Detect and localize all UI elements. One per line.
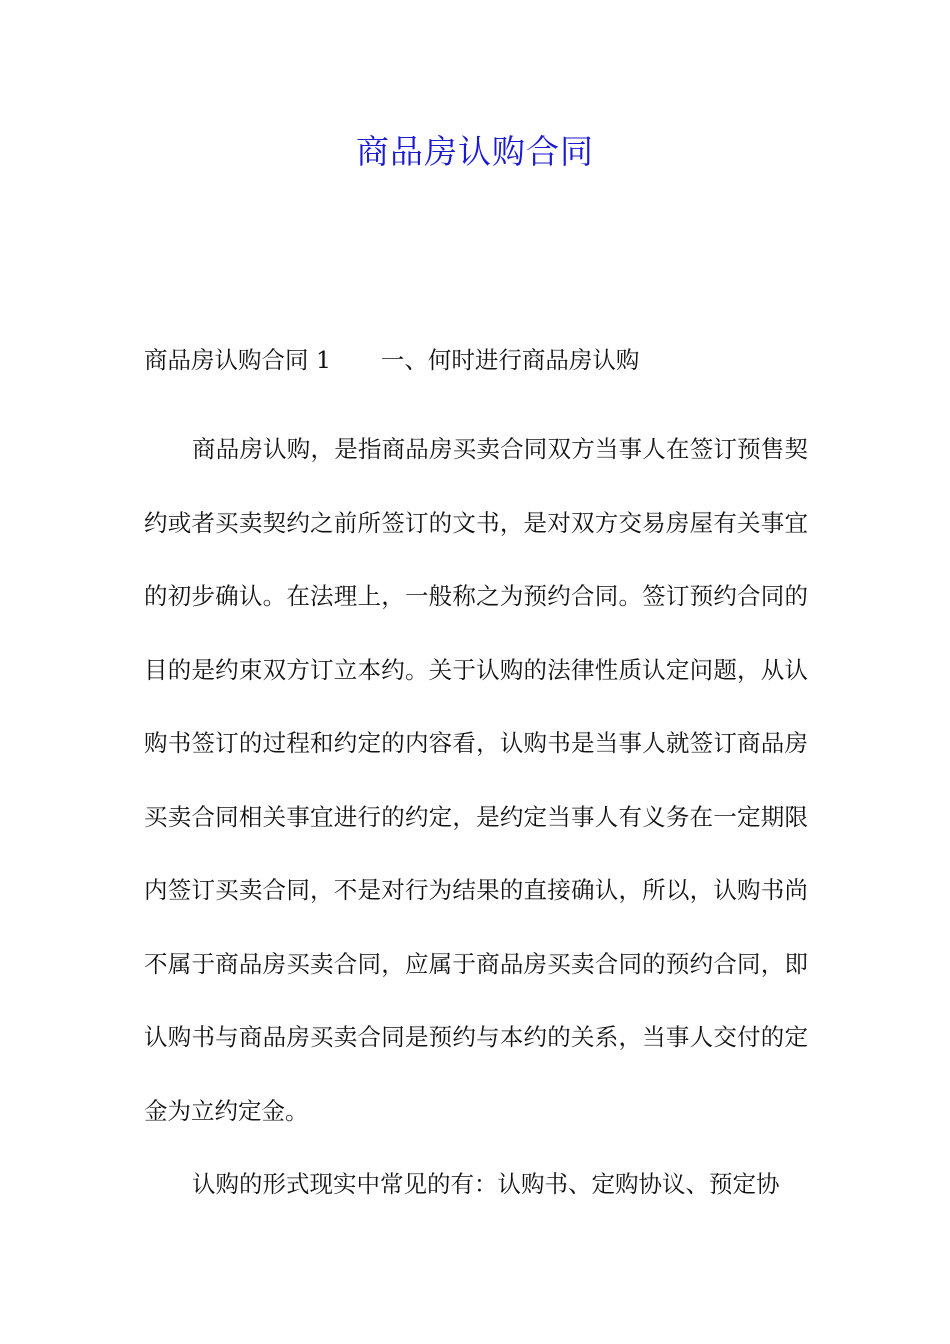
document-title: 商品房认购合同 (356, 132, 594, 171)
paragraph-forms: 认购的形式现实中常见的有：认购书、定购协议、预定协 (192, 1170, 780, 1198)
section-subheading: 一、何时进行商品房认购 (380, 346, 640, 374)
paragraph-definition: 商品房认购，是指商品房买卖合同双方当事人在签订预售契约或者买卖契约之前所签订的文书，是对双方交易房屋有关事宜的初步确认。在法理上，一般称之为预约合同。签订预约合同的目的是约束双方订立本约。关于认购的法律性质认定问题，从认购书签订的过程和约定的内容看，认购书是当事人就签订商品房买卖合同相关事宜进行的约定，是约定当事人有义务在一定期限内签订买卖合同，不是对行为结果的直接确认，所以，认购书尚不属于商品房买卖合同，应属于商品房买卖合同的预约合同，即认购书与商品房买卖合同是预约与本约的关系，当事人交付的定金为立约定金。 (144, 435, 808, 1125)
section-heading (144, 336, 808, 384)
document-body (144, 336, 808, 1222)
section-label: 商品房认购合同 1 (144, 346, 331, 374)
